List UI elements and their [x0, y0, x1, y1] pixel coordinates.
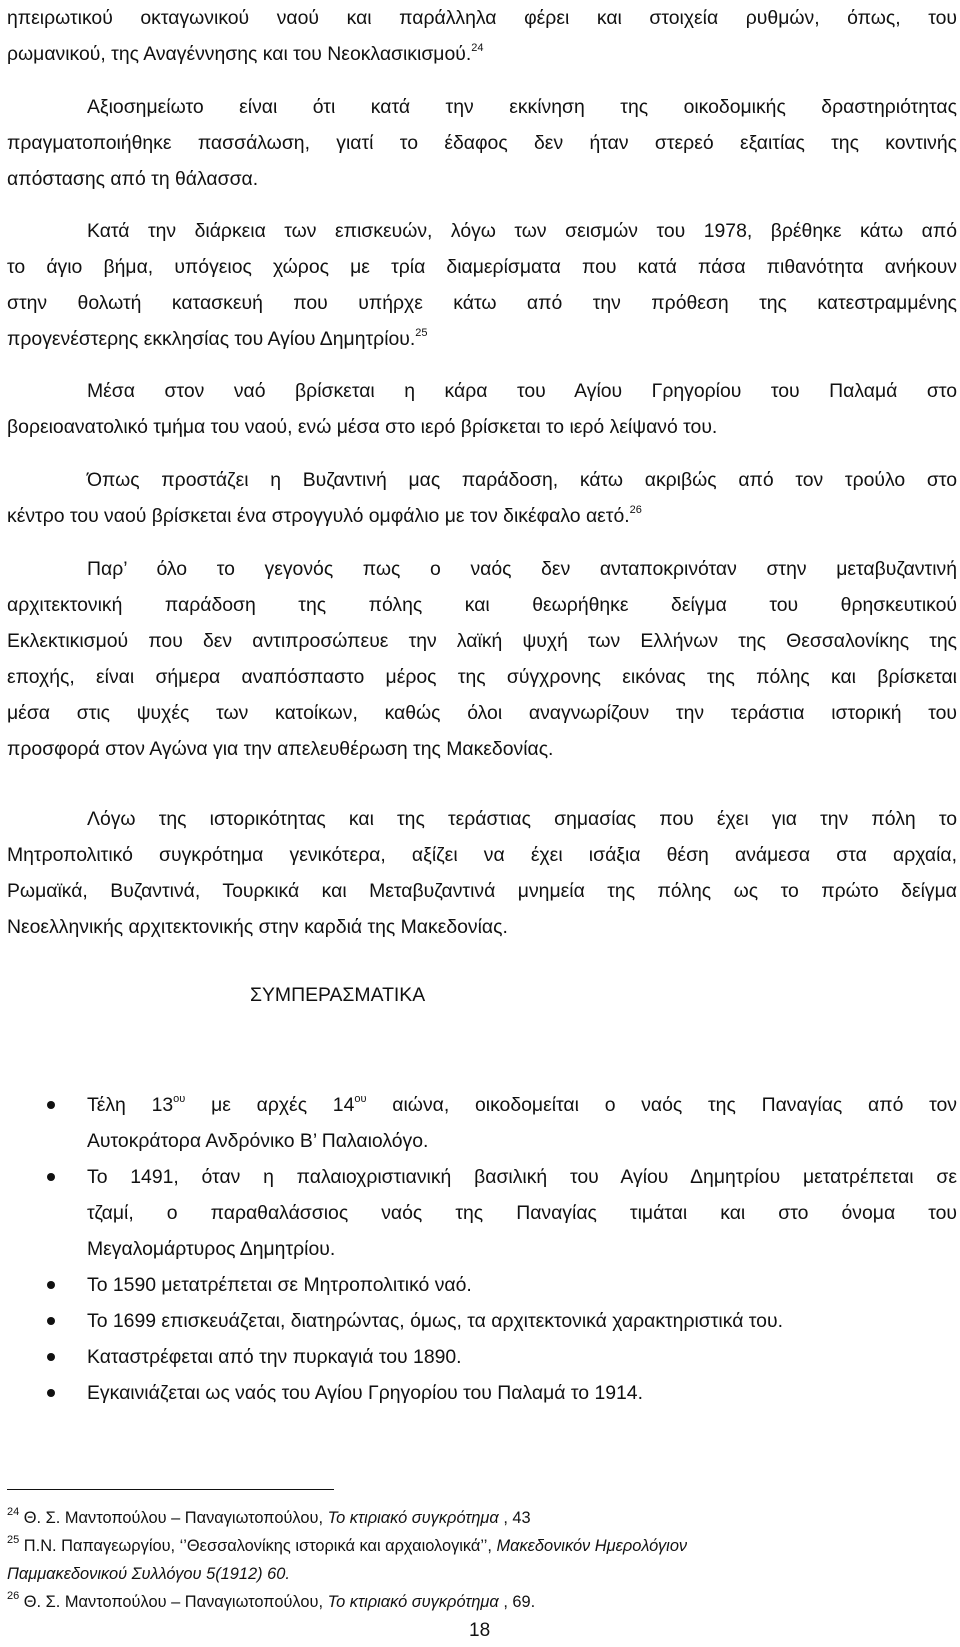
footnote-ref[interactable]: 26 [629, 504, 642, 516]
bullet-icon [47, 1317, 55, 1325]
footnote-ref[interactable]: 24 [471, 42, 484, 54]
text-fragment: αιώνα, οικοδομείται ο ναός της Παναγίας από τον [366, 1094, 958, 1116]
text-line: βορειοανατολικό τμήμα του ναού, ενώ μέσα στο ιερό βρίσκεται το ιερό λείψανό του. [7, 416, 718, 438]
footnote-number: 25 [7, 1534, 20, 1546]
text-line: Το 1699 επισκευάζεται, διατηρώντας, όμως, τα αρχιτεκτονικά χαρακτηριστικά του. [87, 1310, 783, 1332]
text-line: Εγκαινιάζεται ως ναός του Αγίου Γρηγορίου του Παλαμά το 1914. [87, 1382, 643, 1404]
text-line: μέσα στις ψυχές των κατοίκων, καθώς όλοι αναγνωρίζουν την τεράστια ιστορική του [7, 702, 957, 724]
text-line: Αξιοσημείωτο είναι ότι κατά την εκκίνηση της οικοδομικής δραστηριότητας [87, 96, 957, 118]
footnote-tail: , 43 [498, 1509, 531, 1527]
footnote-text: Θ. Σ. Μαντοπούλου – Παναγιωτοπούλου, [19, 1509, 328, 1527]
superscript: ου [173, 1093, 186, 1105]
footnote-number: 24 [7, 1506, 20, 1518]
text-line: εποχής, είναι σήμερα αναπόσπαστο μέρος της σύγχρονης εικόνας της πόλης και βρίσκεται [7, 666, 957, 688]
text-line: το άγιο βήμα, υπόγειος χώρος με τρία διαμερίσματα που κατά πάσα πιθανότητα ανήκουν [7, 256, 957, 278]
footnote-title: Μακεδονικόν Ημερολόγιον [496, 1537, 688, 1555]
text-line: Εκλεκτικισμού που δεν αντιπροσώπευε την λαϊκή ψυχή των Ελλήνων της Θεσσαλονίκης της [7, 630, 957, 652]
text-line: στην θολωτή κατασκευή που υπήρχε κάτω από την πρόθεση της κατεστραμμένης [7, 292, 957, 314]
text-line: Το 1491, όταν η παλαιοχριστιανική βασιλική του Αγίου Δημητρίου μετατρέπεται σε [87, 1166, 957, 1188]
conclusions-list [7, 1087, 957, 1411]
list-item [7, 1267, 957, 1303]
text-line: Το 1590 μετατρέπεται σε Μητροπολιτικό ναό. [87, 1274, 472, 1296]
text-line: Μεγαλομάρτυρος Δημητρίου. [87, 1238, 336, 1260]
bullet-icon [47, 1281, 55, 1289]
list-item [7, 1159, 957, 1267]
text-line: Κατά την διάρκεια των επισκευών, λόγω των σεισμών του 1978, βρέθηκε κάτω από [87, 220, 957, 242]
text-line: Λόγω της ιστορικότητας και της τεράστιας σημασίας που έχει για την πόλη το [87, 808, 957, 830]
footnote-24 [7, 1504, 957, 1532]
list-item [7, 1339, 957, 1375]
footnote-divider [7, 1489, 334, 1490]
text-fragment: με αρχές 14 [185, 1094, 355, 1116]
paragraph-4 [7, 373, 957, 445]
text-line: προγενέστερης εκκλησίας του Αγίου Δημητρίου. [7, 328, 416, 350]
list-item [7, 1303, 957, 1339]
bullet-icon [47, 1389, 55, 1397]
bullet-icon [47, 1173, 55, 1181]
footnote-25 [7, 1532, 957, 1560]
list-item [7, 1087, 957, 1159]
text-line: Νεοελληνικής αρχιτεκτονικής στην καρδιά της Μακεδονίας. [7, 916, 508, 938]
text-line: Αυτοκράτορα Ανδρόνικο Β’ Παλαιολόγο. [87, 1130, 429, 1152]
footnote-number: 26 [7, 1590, 20, 1602]
text-line: τζαμί, ο παραθαλάσσιος ναός της Παναγίας τιμάται και στο όνομα του [87, 1202, 957, 1224]
text-line: Όπως προστάζει η Βυζαντινή μας παράδοση, κάτω ακριβώς από τον τρούλο στο [87, 469, 957, 491]
paragraph-2 [7, 89, 957, 197]
text-line: προσφορά στον Αγώνα για την απελευθέρωση της Μακεδονίας. [7, 738, 554, 760]
text-line: Ρωμαϊκά, Βυζαντινά, Τουρκικά και Μεταβυζαντινά μνημεία της πόλης ως το πρώτο δείγμα [7, 880, 957, 902]
footnote-text: Θ. Σ. Μαντοπούλου – Παναγιωτοπούλου, [19, 1593, 328, 1611]
paragraph-3 [7, 213, 957, 357]
superscript: ου [354, 1093, 367, 1105]
footnote-title: Το κτιριακό συγκρότημα [327, 1509, 499, 1527]
text-line: αρχιτεκτονική παράδοση της πόλης και θεωρήθηκε δείγμα του θρησκευτικού [7, 594, 957, 616]
list-item [7, 1375, 957, 1411]
footnote-title: Το κτιριακό συγκρότημα [327, 1593, 499, 1611]
footnote-26 [7, 1588, 957, 1616]
page-number: 18 [469, 1620, 491, 1641]
text-line: απόστασης από τη θάλασσα. [7, 168, 259, 190]
text-line: ηπειρωτικού οκταγωνικού ναού και παράλληλα φέρει και στοιχεία ρυθμών, όπως, του [7, 7, 957, 29]
paragraph-5 [7, 462, 957, 534]
paragraph-7 [7, 801, 957, 945]
text-line: Μέσα στον ναό βρίσκεται η κάρα του Αγίου Γρηγορίου του Παλαμά στο [87, 380, 957, 402]
text-line: πραγματοποιήθηκε πασσάλωση, γιατί το έδαφος δεν ήταν στερεό εξαιτίας της κοντινής [7, 132, 957, 154]
footnote-tail: , 69. [498, 1593, 536, 1611]
bullet-icon [47, 1101, 55, 1109]
text-line: Μητροπολιτικό συγκρότημα γενικότερα, αξίζει να έχει ισάξια θέση ανάμεσα στα αρχαία, [7, 844, 957, 866]
text-line: κέντρο του ναού βρίσκεται ένα στρογγυλό ομφάλιο με τον δικέφαλο αετό. [7, 505, 630, 527]
paragraph-6 [7, 551, 957, 767]
paragraph-1 [7, 0, 957, 72]
bullet-icon [47, 1353, 55, 1361]
footnote-title: Παμμακεδονικού Συλλόγου 5(1912) 60. [7, 1565, 290, 1583]
footnote-ref[interactable]: 25 [415, 327, 428, 339]
footnote-text: Π.Ν. Παπαγεωργίου, ‘’Θεσσαλονίκης ιστορικά και αρχαιολογικά’’, [19, 1537, 497, 1555]
text-fragment: Τέλη 13 [87, 1094, 174, 1116]
text-line: ρωμανικού, της Αναγέννησης και του Νεοκλασικισμού. [7, 43, 472, 65]
text-line: Καταστρέφεται από την πυρκαγιά του 1890. [87, 1346, 462, 1368]
section-heading: ΣΥΜΠΕΡΑΣΜΑΤΙΚΑ [250, 984, 426, 1006]
text-line: Παρ’ όλο το γεγονός πως ο ναός δεν ανταποκρινόταν στην μεταβυζαντινή [87, 558, 957, 580]
footnote-25-continued [7, 1560, 957, 1588]
